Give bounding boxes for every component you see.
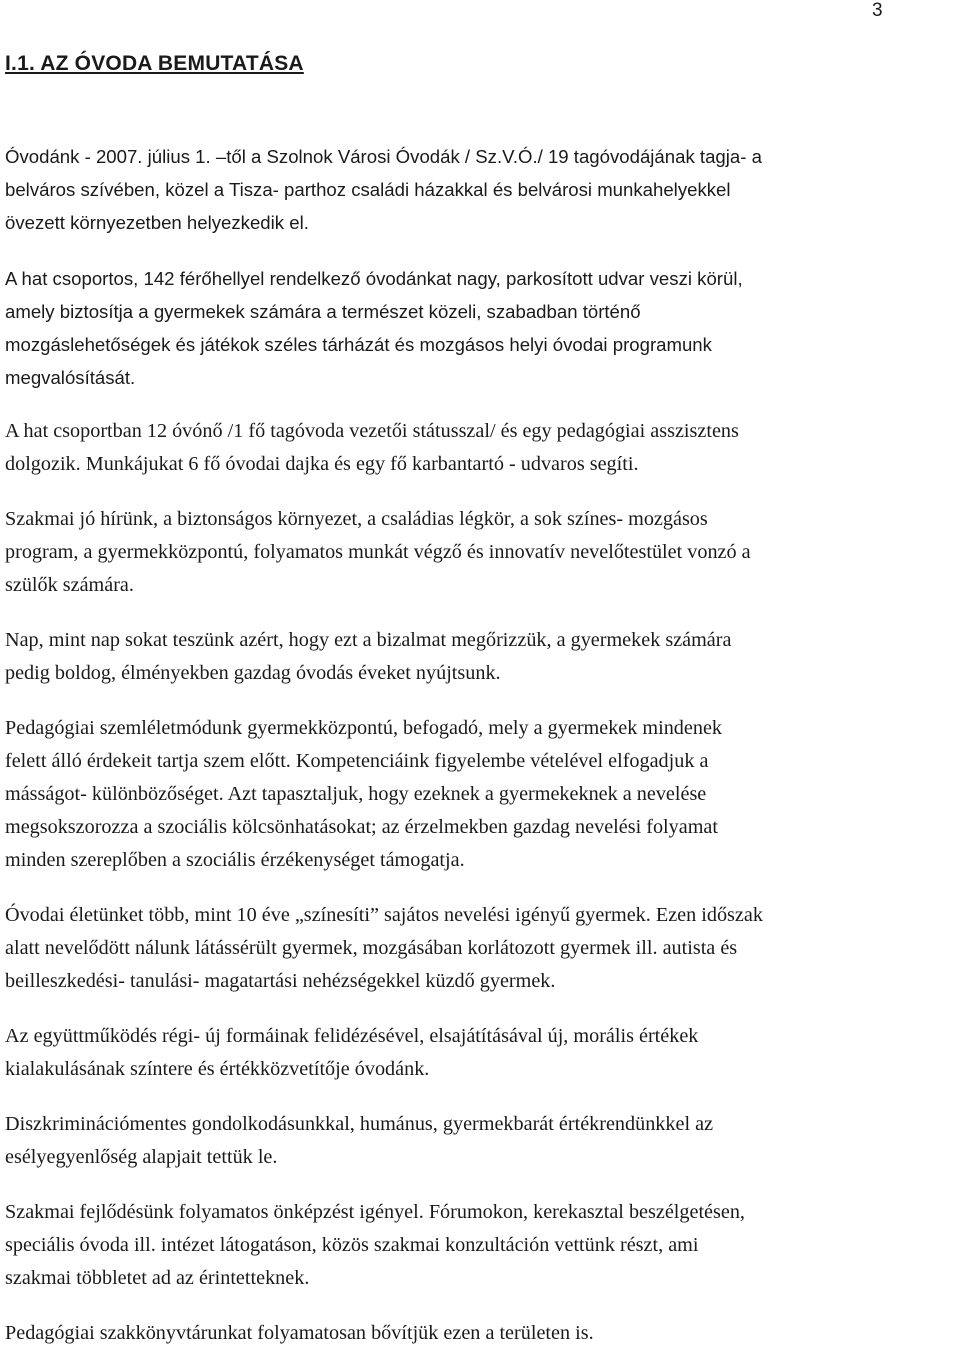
paragraph-line: program, a gyermekközpontú, folyamatos munkát végző és innovatív nevelőtestület vonzó a: [5, 541, 751, 563]
paragraph-line: Nap, mint nap sokat teszünk azért, hogy ezt a bizalmat megőrizzük, a gyermekek számára: [5, 629, 732, 651]
paragraph-line: mozgáslehetőségek és játékok széles tárházát és mozgásos helyi óvodai programunk: [5, 334, 712, 355]
paragraph-line: Pedagógiai szemléletmódunk gyermekközpontú, befogadó, mely a gyermekek mindenek: [5, 717, 723, 739]
paragraph-line: övezett környezetben helyezkedik el.: [5, 212, 309, 233]
paragraph-line: felett álló érdekeit tartja szem előtt. Kompetenciáink figyelembe vételével elfogadjuk a: [5, 750, 709, 772]
document-body: [5, 118, 957, 1350]
paragraph-line: alatt nevelődött nálunk látássérült gyermek, mozgásában korlátozott gyermek ill. autista és: [5, 937, 738, 959]
paragraph-6: [5, 712, 957, 877]
paragraph-line: Diszkriminációmentes gondolkodásunkkal, humánus, gyermekbarát értékrendünkkel az: [5, 1113, 714, 1135]
paragraph-4: [5, 503, 957, 602]
paragraph-line: beilleszkedési- tanulási- magatartási nehézségekkel küzdő gyermek.: [5, 970, 556, 992]
paragraph-line: Óvodánk - 2007. július 1. –től a Szolnok Városi Óvodák / Sz.V.Ó./ 19 tagóvodájának tagja- a: [5, 146, 762, 167]
paragraph-line: kialakulásának színtere és értékközvetítője óvodánk.: [5, 1058, 430, 1080]
paragraph-line: Pedagógiai szakkönyvtárunkat folyamatosan bővítjük ezen a területen is.: [5, 1322, 594, 1344]
paragraph-line: A hat csoportos, 142 férőhellyel rendelkező óvodánkat nagy, parkosított udvar veszi körül,: [5, 268, 743, 289]
paragraph-line: Az együttműködés régi- új formáinak felidézésével, elsajátításával új, morális értékek: [5, 1025, 699, 1047]
paragraph-line: szakmai többletet ad az érintetteknek.: [5, 1267, 310, 1289]
paragraph-7: [5, 899, 957, 998]
paragraph-line: másságot- különbözőséget. Azt tapasztaljuk, hogy ezeknek a gyermekeknek a nevelése: [5, 783, 707, 805]
paragraph-line: Szakmai fejlődésünk folyamatos önképzést igényel. Fórumokon, kerekasztal beszélgetésen,: [5, 1201, 745, 1223]
paragraph-line: megsokszorozza a szociális kölcsönhatásokat; az érzelmekben gazdag nevelési folyamat: [5, 816, 718, 838]
paragraph-1: [5, 140, 957, 239]
paragraph-line: belváros szívében, közel a Tisza- parthoz családi házakkal és belvárosi munkahelyekkel: [5, 179, 731, 200]
paragraph-line: amely biztosítja a gyermekek számára a természet közeli, szabadban történő: [5, 301, 641, 322]
paragraph-line: pedig boldog, élményekben gazdag óvodás éveket nyújtsunk.: [5, 662, 501, 684]
paragraph-9: [5, 1108, 957, 1174]
paragraph-line: esélyegyenlőség alapjait tettük le.: [5, 1146, 278, 1168]
paragraph-10: [5, 1196, 957, 1295]
paragraph-line: A hat csoportban 12 óvónő /1 fő tagóvoda vezetői státusszal/ és egy pedagógiai asszisztens: [5, 420, 739, 442]
paragraph-line: dolgozik. Munkájukat 6 fő óvodai dajka és egy fő karbantartó - udvaros segíti.: [5, 453, 639, 475]
paragraph-line: Óvodai életünket több, mint 10 éve „színesíti” sajátos nevelési igényű gyermek. Ezen időszak: [5, 904, 763, 926]
page-number: 3: [872, 0, 883, 21]
paragraph-5: [5, 624, 957, 690]
paragraph-11: [5, 1317, 957, 1350]
paragraph-line: szülők számára.: [5, 574, 134, 596]
paragraph-line: Szakmai jó hírünk, a biztonságos környezet, a családias légkör, a sok színes- mozgásos: [5, 508, 708, 530]
paragraph-line: minden szereplőben a szociális érzékenységet támogatja.: [5, 849, 465, 871]
paragraph-3: [5, 415, 957, 481]
section-heading: I.1. AZ ÓVODA BEMUTATÁSA: [5, 52, 304, 75]
paragraph-line: speciális óvoda ill. intézet látogatáson, közös szakmai konzultáción vettünk részt, ami: [5, 1234, 699, 1256]
paragraph-line: megvalósítását.: [5, 367, 136, 388]
paragraph-2: [5, 262, 957, 394]
paragraph-8: [5, 1020, 957, 1086]
